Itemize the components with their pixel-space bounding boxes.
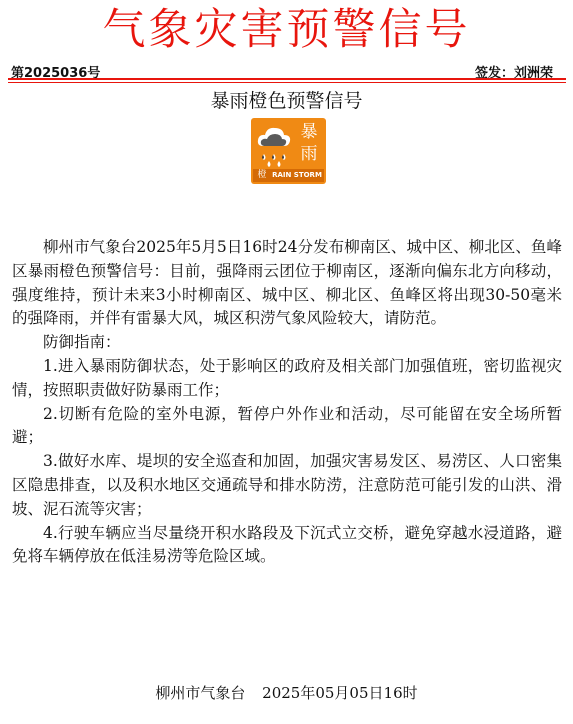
footer-issuer-org: 柳州市气象台 — [155, 684, 246, 702]
footer-datetime: 2025年05月05日16时 — [262, 684, 418, 702]
sign-color-level: 橙 — [257, 170, 267, 180]
document-title: 暴雨橙色预警信号 — [210, 90, 363, 112]
footer-signature — [0, 682, 573, 704]
banner-title: 气象灾害预警信号 — [102, 5, 471, 55]
rain-cloud-icon — [255, 122, 293, 169]
body-paragraph-guide-2: 2.切断有危险的室外电源，暂停户外作业和活动，尽可能留在安全场所暂避； — [12, 404, 562, 447]
document-number: 第2025036号 — [11, 66, 101, 81]
body-paragraph-guide-heading: 防御指南： — [43, 333, 121, 352]
sign-char-rain: 雨 — [300, 144, 318, 164]
sign-char-storm: 暴 — [300, 122, 318, 142]
body-paragraph-guide-1: 1.进入暴雨防御状态，处于影响区的政府及相关部门加强值班，密切监视灾情，按照职责做好防暴雨工作； — [12, 356, 562, 399]
issuer-signature: 签发：刘洲荣 — [474, 66, 553, 81]
sign-english-label: RAIN STORM — [272, 171, 322, 179]
rainstorm-orange-warning-icon — [251, 118, 326, 184]
body-paragraph-guide-4: 4.行驶车辆应当尽量绕开积水路段及下沉式立交桥，避免穿越水浸道路，避免将车辆停放在低洼易涝等危险区域。 — [12, 523, 562, 566]
body-paragraph-main: 柳州市气象台2025年5月5日16时24分发布柳南区、城中区、柳北区、鱼峰区暴雨橙色预警信号：目前，强降雨云团位于柳南区，逐渐向偏东北方向移动，强度维持，预计未来3小时柳南区、城中区、柳北区、鱼峰区将出现30-50毫米的强降雨，并伴有雷暴大风，城区积涝气象风险较大，请防范。 — [12, 238, 562, 328]
header-divider-thin — [8, 82, 566, 83]
header-divider-thick — [8, 78, 566, 80]
body-paragraph-guide-3: 3.做好水库、堤坝的安全巡查和加固，加强灾害易发区、易涝区、人口密集区隐患排查，以及积水地区交通疏导和排水防涝，注意防范可能引发的山洪、滑坡、泥石流等灾害； — [12, 452, 562, 518]
warning-body — [12, 236, 562, 569]
